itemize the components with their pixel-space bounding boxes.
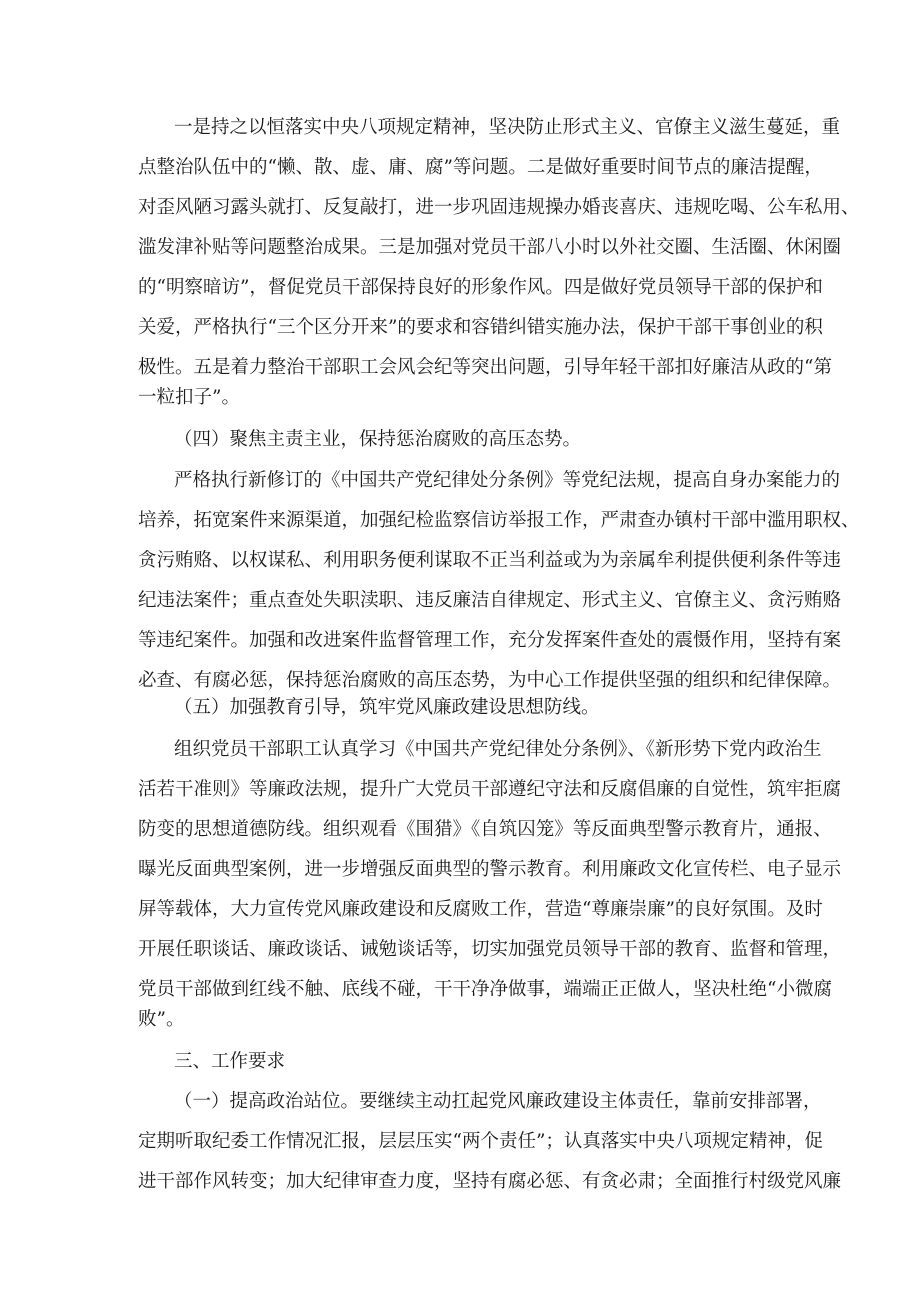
paragraph-line: 党员干部做到红线不触、底线不碰，干干净净做事，端端正正做人，坚决杜绝“小微腐 xyxy=(138,979,832,1000)
paragraph-line: 的“明察暗访”，督促党员干部保持良好的形象作风。四是做好党员领导干部的保护和 xyxy=(138,277,823,298)
paragraph-line: 曝光反面典型案例，进一步增强反面典型的警示教育。利用廉政文化宣传栏、电子显示 xyxy=(138,859,842,880)
paragraph-line: 必查、有腐必惩，保持惩治腐败的高压态势，为中心工作提供坚强的组织和纪律保障。 xyxy=(138,670,842,691)
paragraph-line: 组织党员干部职工认真学习《中国共产党纪律处分条例》、《新形势下党内政治生 xyxy=(174,739,822,760)
paragraph-line: 培养，拓宽案件来源渠道，加强纪检监察信访举报工作，严肃查办镇村干部中滥用职权、 xyxy=(138,510,860,531)
paragraph-line: 一粒扣子”。 xyxy=(138,387,240,408)
paragraph-line: 进干部作风转变；加大纪律审查力度，坚持有腐必惩、有贪必肃；全面推行村级党风廉 xyxy=(138,1171,842,1192)
paragraph-line: 一是持之以恒落实中央八项规定精神，坚决防止形式主义、官僚主义滋生蔓延，重 xyxy=(174,117,841,138)
paragraph-line: 定期听取纪委工作情况汇报，层层压实“两个责任”；认真落实中央八项规定精神，促 xyxy=(138,1131,823,1152)
paragraph-line: 屏等载体，大力宣传党风廉政建设和反腐败工作，营造“尊廉崇廉”的良好氛围。及时 xyxy=(138,899,823,920)
paragraph-line: 对歪风陋习露头就打、反复敲打，进一步巩固违规操办婚丧喜庆、违规吃喝、公车私用、 xyxy=(138,197,860,218)
section-heading: 三、工作要求 xyxy=(174,1051,286,1072)
paragraph-line: 活若干准则》等廉政法规，提升广大党员干部遵纪守法和反腐倡廉的自觉性，筑牢拒腐 xyxy=(138,779,842,800)
paragraph-line: 滥发津补贴等问题整治成果。三是加强对党员干部八小时以外社交圈、生活圈、休闲圈 xyxy=(138,237,842,258)
section-heading: （五）加强教育引导，筑牢党风廉政建设思想防线。 xyxy=(174,697,600,718)
paragraph-line: （一）提高政治站位。要继续主动扛起党风廉政建设主体责任，靠前安排部署， xyxy=(174,1091,822,1112)
paragraph-line: 点整治队伍中的“懒、散、虚、庸、腐”等问题。二是做好重要时间节点的廉洁提醒， xyxy=(138,157,823,178)
paragraph-line: 防变的思想道德防线。组织观看《围猎》《自筑囚笼》等反面典型警示教育片，通报、 xyxy=(138,819,832,840)
paragraph-line: 关爱，严格执行“三个区分开来”的要求和容错纠错实施办法，保护干部干事创业的积 xyxy=(138,317,823,338)
section-heading: （四）聚焦主责主业，保持惩治腐败的高压态势。 xyxy=(174,429,582,450)
paragraph-line: 败”。 xyxy=(138,1009,185,1030)
paragraph-line: 极性。五是着力整治干部职工会风会纪等突出问题，引导年轻干部扣好廉洁从政的“第 xyxy=(138,357,832,378)
paragraph-line: 贪污贿赂、以权谋私、利用职务便利谋取不正当利益或为为亲属牟利提供便利条件等违 xyxy=(138,550,842,571)
paragraph-line: 等违纪案件。加强和改进案件监督管理工作，充分发挥案件查处的震慑作用，坚持有案 xyxy=(138,630,842,651)
paragraph-line: 严格执行新修订的《中国共产党纪律处分条例》等党纪法规，提高自身办案能力的 xyxy=(174,470,841,491)
paragraph-line: 纪违法案件；重点查处失职渎职、违反廉洁自律规定、形式主义、官僚主义、贪污贿赂 xyxy=(138,590,842,611)
paragraph-line: 开展任职谈话、廉政谈话、诫勉谈话等，切实加强党员领导干部的教育、监督和管理， xyxy=(138,939,842,960)
